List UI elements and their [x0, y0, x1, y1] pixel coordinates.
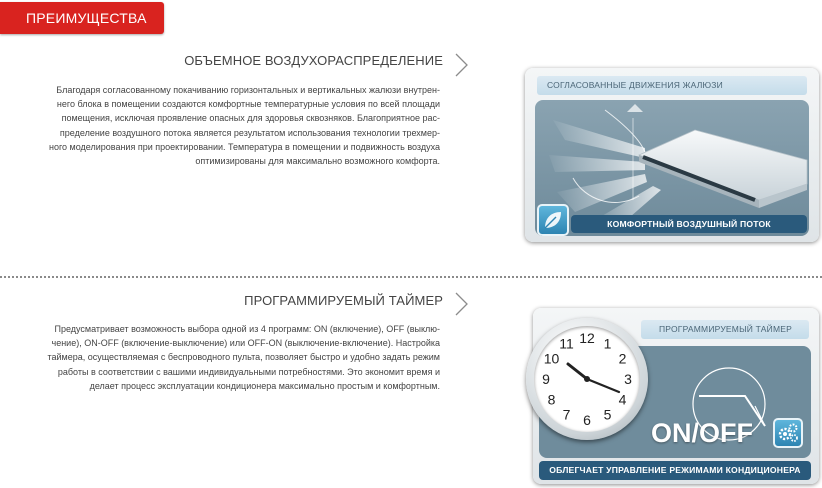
section-tab: ПРЕИМУЩЕСТВА — [0, 2, 164, 34]
timer-card-footer: ОБЛЕГЧАЕТ УПРАВЛЕНИЕ РЕЖИМАМИ КОНДИЦИОНЕРА — [539, 461, 811, 480]
clock-numeral: 6 — [583, 412, 591, 428]
clock-numeral: 1 — [603, 335, 612, 352]
feature2-line: Предусматривает возможность выбора одной из 4 программ: ON (включение), OFF (выклю- — [54, 324, 440, 334]
clock-numeral: 11 — [559, 335, 574, 352]
clock-numeral: 3 — [624, 371, 632, 387]
clock-numeral: 4 — [618, 391, 627, 408]
feature1-line: него блока в помещении создаются комфортные температурные условия по всей площади — [56, 99, 440, 110]
airflow-illustration — [535, 100, 809, 236]
feature1-line: ного моделирования при проектировании. Температура в помещении и подвижность воздуха — [48, 141, 440, 152]
clock-numeral: 9 — [542, 371, 550, 387]
clock-numeral: 2 — [618, 350, 627, 367]
feature1-line: помещения, исключая проявление опасных для здоровья сквозняков. Благоприятное рас- — [61, 113, 440, 124]
feature2-description — [6, 322, 440, 393]
clock-numeral: 10 — [543, 350, 560, 367]
feature1-title: ОБЪЕМНОЕ ВОЗДУХОРАСПРЕДЕЛЕНИЕ — [184, 53, 443, 68]
airflow-card-caption: СОГЛАСОВАННЫЕ ДВИЖЕНИЯ ЖАЛЮЗИ — [537, 76, 807, 95]
chevron-right-icon — [454, 52, 470, 78]
onoff-label: ON/OFF — [651, 418, 753, 448]
airflow-card-footer: КОМФОРТНЫЙ ВОЗДУШНЫЙ ПОТОК — [571, 215, 807, 233]
feature2-line: таймера, осуществляемая с беспроводного пульта, позволяет быстро и удобно задать режим — [47, 352, 440, 363]
feature1-line: оптимизированы для максимально возможного комфорта. — [195, 156, 440, 167]
gear-icon — [773, 418, 803, 448]
feature2-line: чение), ON-OFF (включение-выключение) или OFF-ON (выключение-включение). Настройка — [51, 338, 440, 349]
clock-numeral: 7 — [562, 406, 571, 423]
leaf-icon — [537, 204, 569, 236]
section-divider — [0, 276, 822, 278]
clock-numeral: 8 — [547, 391, 556, 408]
clock-numeral: 5 — [603, 406, 612, 423]
clock-numeral: 12 — [579, 330, 595, 346]
feature1-line: пределение воздушного потока является результатом использования технологии трехмер- — [59, 127, 440, 138]
timer-card-caption: ПРОГРАММИРУЕМЫЙ ТАЙМЕР — [641, 320, 809, 339]
feature1-line: Благодаря согласованному покачиванию горизонтальных и вертикальных жалюзи внутрен- — [56, 85, 440, 95]
airflow-card — [525, 68, 819, 242]
chevron-right-icon — [454, 291, 470, 317]
feature1-description — [6, 83, 440, 168]
feature2-line: работы в соответствии с вашими индивидуальными потребностями. Это экономит время и — [57, 366, 440, 377]
clock-icon — [526, 318, 648, 440]
feature2-line: делает процесс эксплуатации кондиционера максимально простым и комфортным. — [89, 380, 440, 391]
feature2-title: ПРОГРАММИРУЕМЫЙ ТАЙМЕР — [244, 293, 443, 308]
